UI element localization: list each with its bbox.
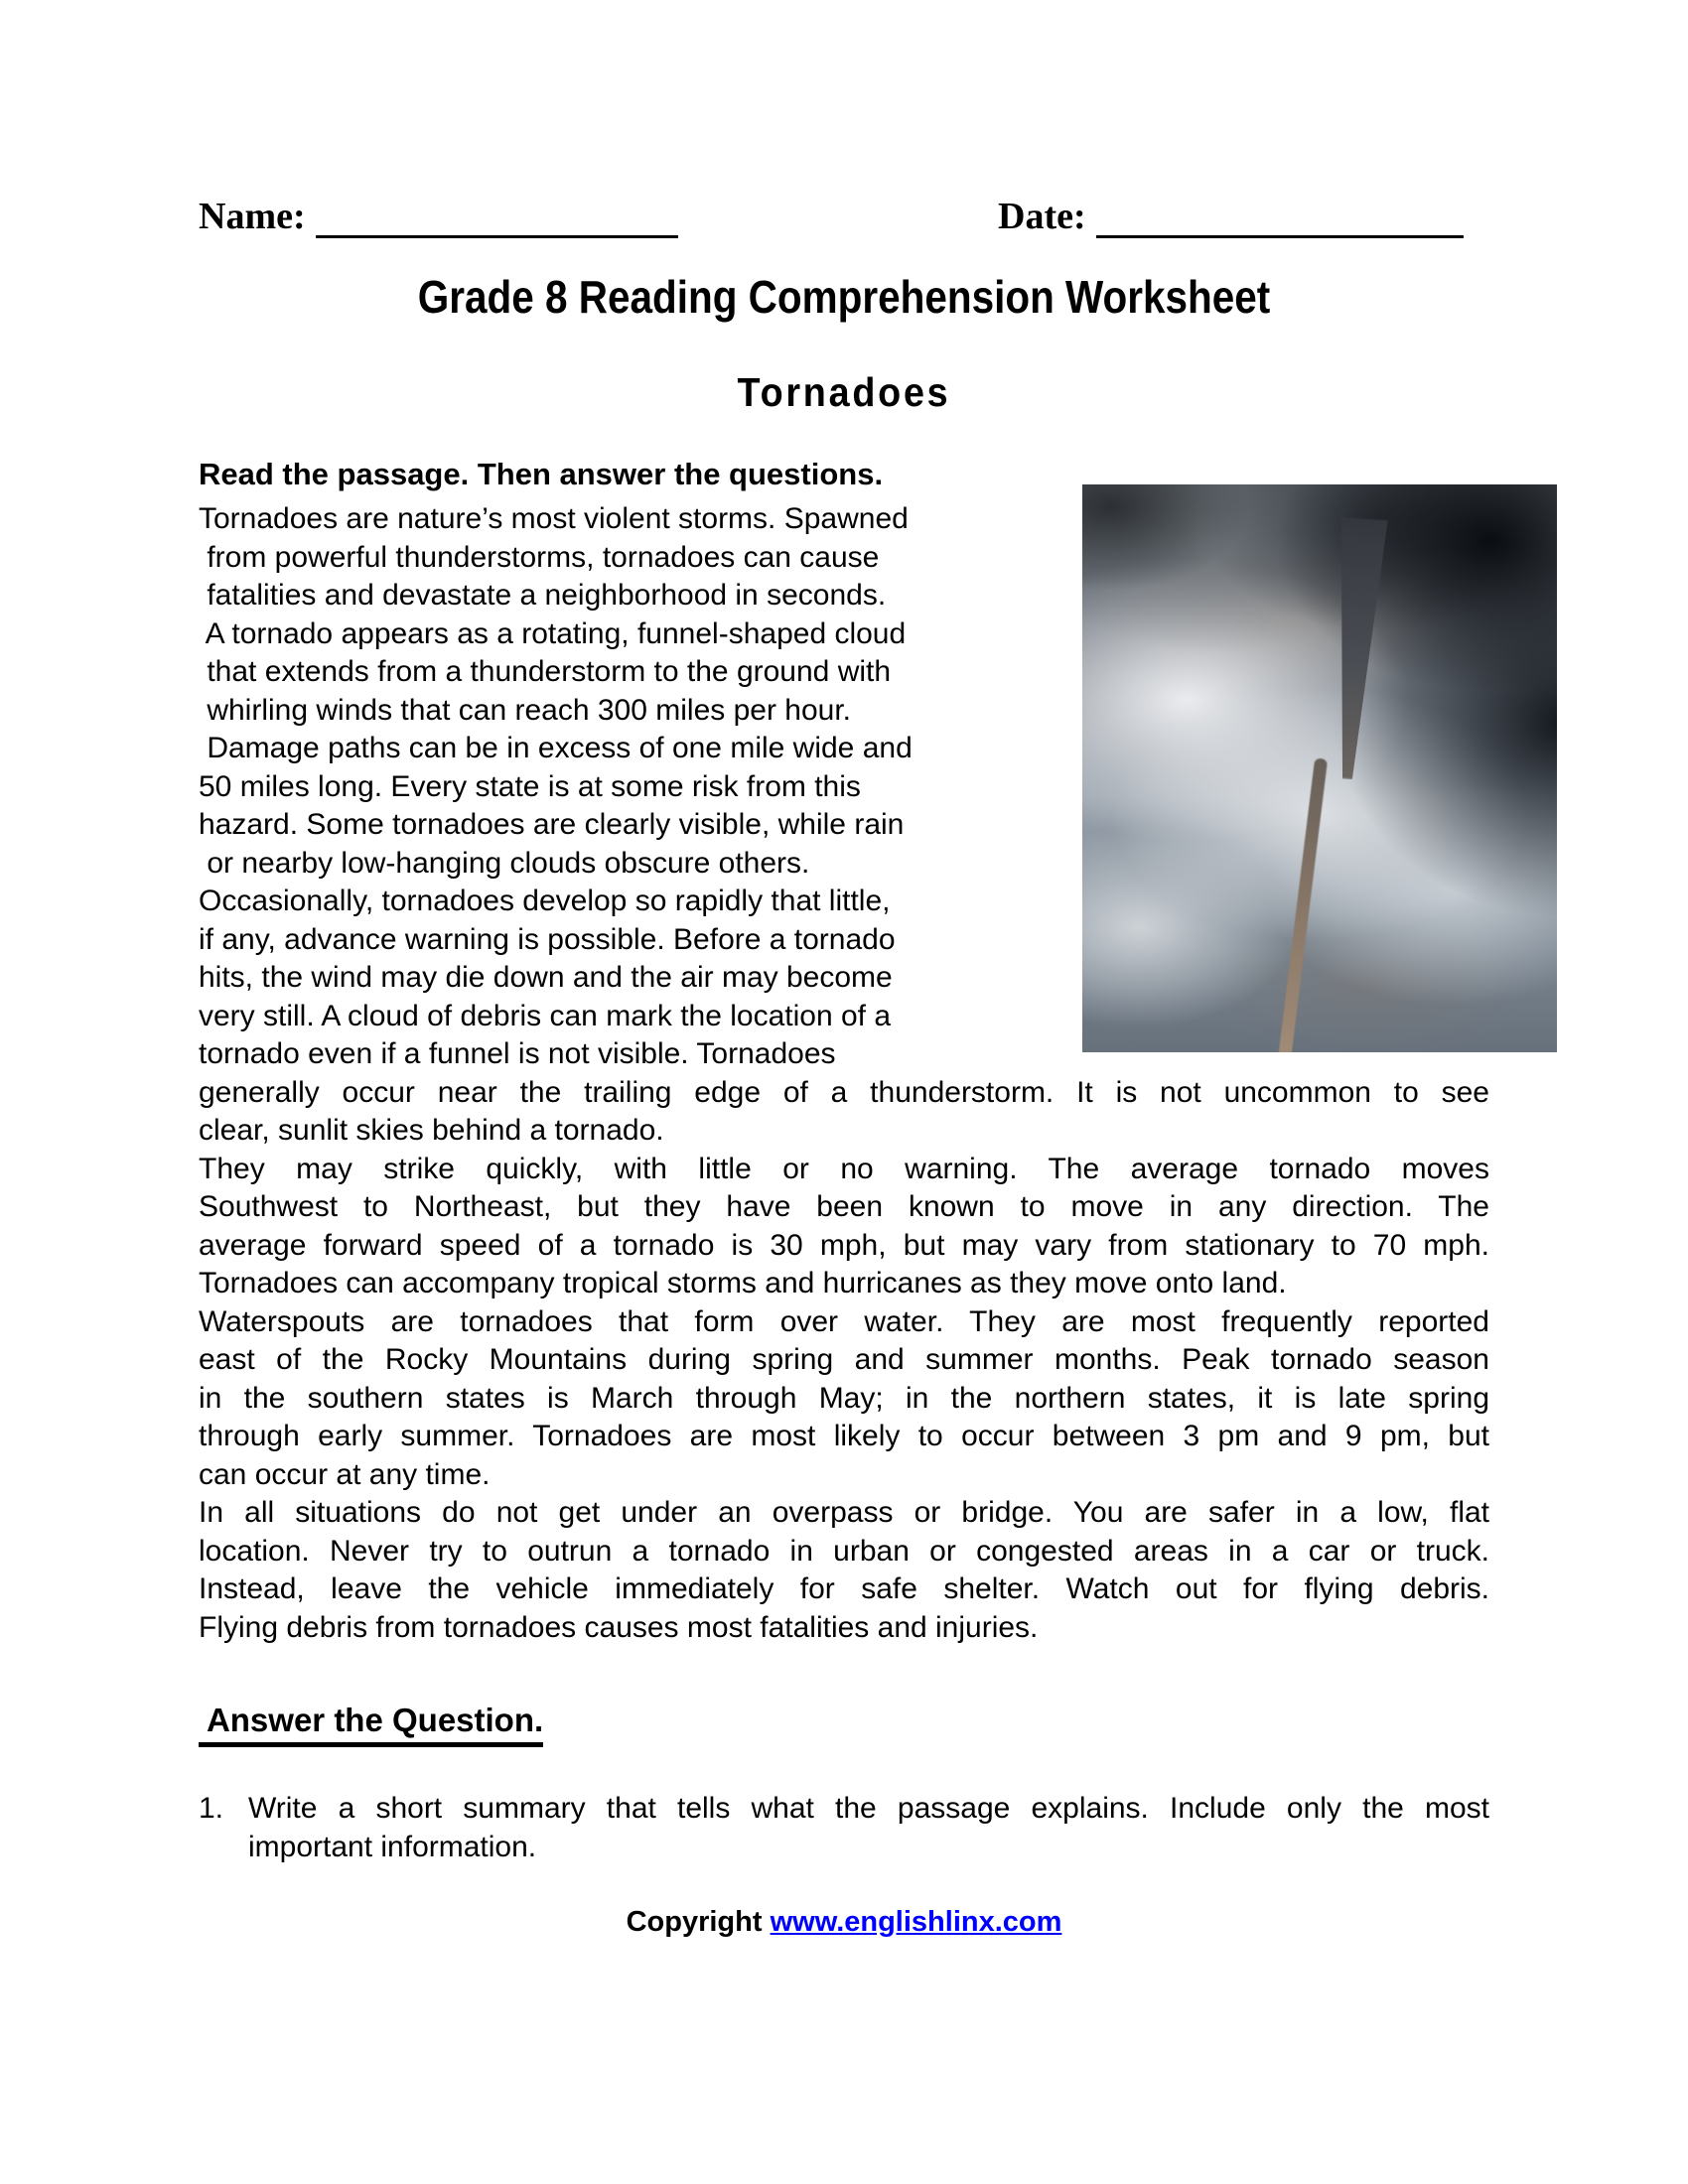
englishlinx-link[interactable]: www.englishlinx.com [770,1906,1062,1938]
passage-line: from powerful thunderstorms, tornadoes can cause [199,540,880,574]
passage-line: Write a short summary that tells what the passage explains. Include only the most [248,1792,1489,1825]
passage-line: Tornadoes can accompany tropical storms and hurricanes as they move onto land. [199,1267,1287,1299]
passage-line: generally occur near the trailing edge of a thunderstorm. It is not uncommon to see [199,1075,1489,1109]
passage-line: They may strike quickly, with little or no warning. The average tornado moves [199,1152,1489,1185]
answer-section-heading: Answer the Question. [199,1702,543,1747]
passage-line: if any, advance warning is possible. Before a tornado [199,922,896,956]
passage-line: Damage paths can be in excess of one mile wide and [199,732,913,764]
footer [0,1906,1688,1939]
passage-line: through early summer. Tornadoes are most likely to occur between 3 pm and 9 pm, but [199,1420,1489,1452]
passage-line: tornado even if a funnel is not visible. Tornadoes [199,1037,836,1070]
passage-line: Southwest to Northeast, but they have been known to move in any direction. The [199,1190,1489,1223]
passage-line: Waterspouts are tornadoes that form over water. They are most frequently reported [199,1304,1489,1338]
passage-line: east of the Rocky Mountains during spring and summer months. Peak tornado season [199,1343,1489,1376]
passage-line: fatalities and devastate a neighborhood in seconds. [199,579,887,612]
passage-line: A tornado appears as a rotating, funnel-shaped cloud [199,616,907,650]
passage-line: that extends from a thunderstorm to the ground with [199,655,892,688]
date-field-group [998,195,1464,238]
passage-line: Flying debris from tornadoes causes most fatalities and injuries. [199,1610,1039,1644]
passage-line: very still. A cloud of debris can mark the location of a [199,999,892,1032]
question-number: 1. [199,1792,224,1825]
name-label: Name: [199,196,306,237]
date-label: Date: [998,196,1086,237]
question-1 [199,1790,1489,1866]
page-subtitle: Tornadoes [737,369,951,415]
instructions-heading: Read the passage. Then answer the questions. [199,457,884,491]
passage-line: in the southern states is March through May; in the northern states, it is late spring [199,1381,1489,1415]
passage-line: Instead, leave the vehicle immediately for safe shelter. Watch out for flying debris. [199,1572,1489,1605]
page-title: Grade 8 Reading Comprehension Worksheet [417,271,1271,323]
passage-line: Occasionally, tornadoes develop so rapidly that little, [199,885,891,917]
passage-line: clear, sunlit skies behind a tornado. [199,1114,664,1147]
passage-line: average forward speed of a tornado is 30 mph, but may vary from stationary to 70 mph. [199,1228,1489,1262]
date-blank-line [1096,196,1464,238]
passage-line: can occur at any time. [199,1457,491,1491]
copyright-label: Copyright [626,1906,771,1938]
passage-column-beside-photo [199,500,1076,1074]
name-field-group [199,195,678,238]
passage [199,500,1489,1647]
passage-full-width [199,1074,1489,1648]
passage-line: whirling winds that can reach 300 miles per hour. [199,693,852,727]
passage-line: hits, the wind may die down and the air may become [199,961,893,994]
passage-line: important information. [248,1830,537,1863]
question-text [248,1790,1489,1866]
passage-line: Tornadoes are nature’s most violent storms. Spawned [199,502,909,535]
tornado-funnel-upper [1311,516,1398,781]
name-blank-line [316,196,678,238]
tornado-photo [1082,484,1557,1052]
passage-line: location. Never try to outrun a tornado in urban or congested areas in a car or truck. [199,1534,1489,1568]
passage-line: or nearby low-hanging clouds obscure others. [199,846,810,880]
passage-line: hazard. Some tornadoes are clearly visible, while rain [199,808,905,841]
passage-line: In all situations do not get under an overpass or bridge. You are safer in a low, flat [199,1496,1489,1529]
name-date-row [199,195,1489,242]
passage-line: 50 miles long. Every state is at some risk from this [199,769,861,803]
tornado-funnel-rope [1277,757,1328,1052]
